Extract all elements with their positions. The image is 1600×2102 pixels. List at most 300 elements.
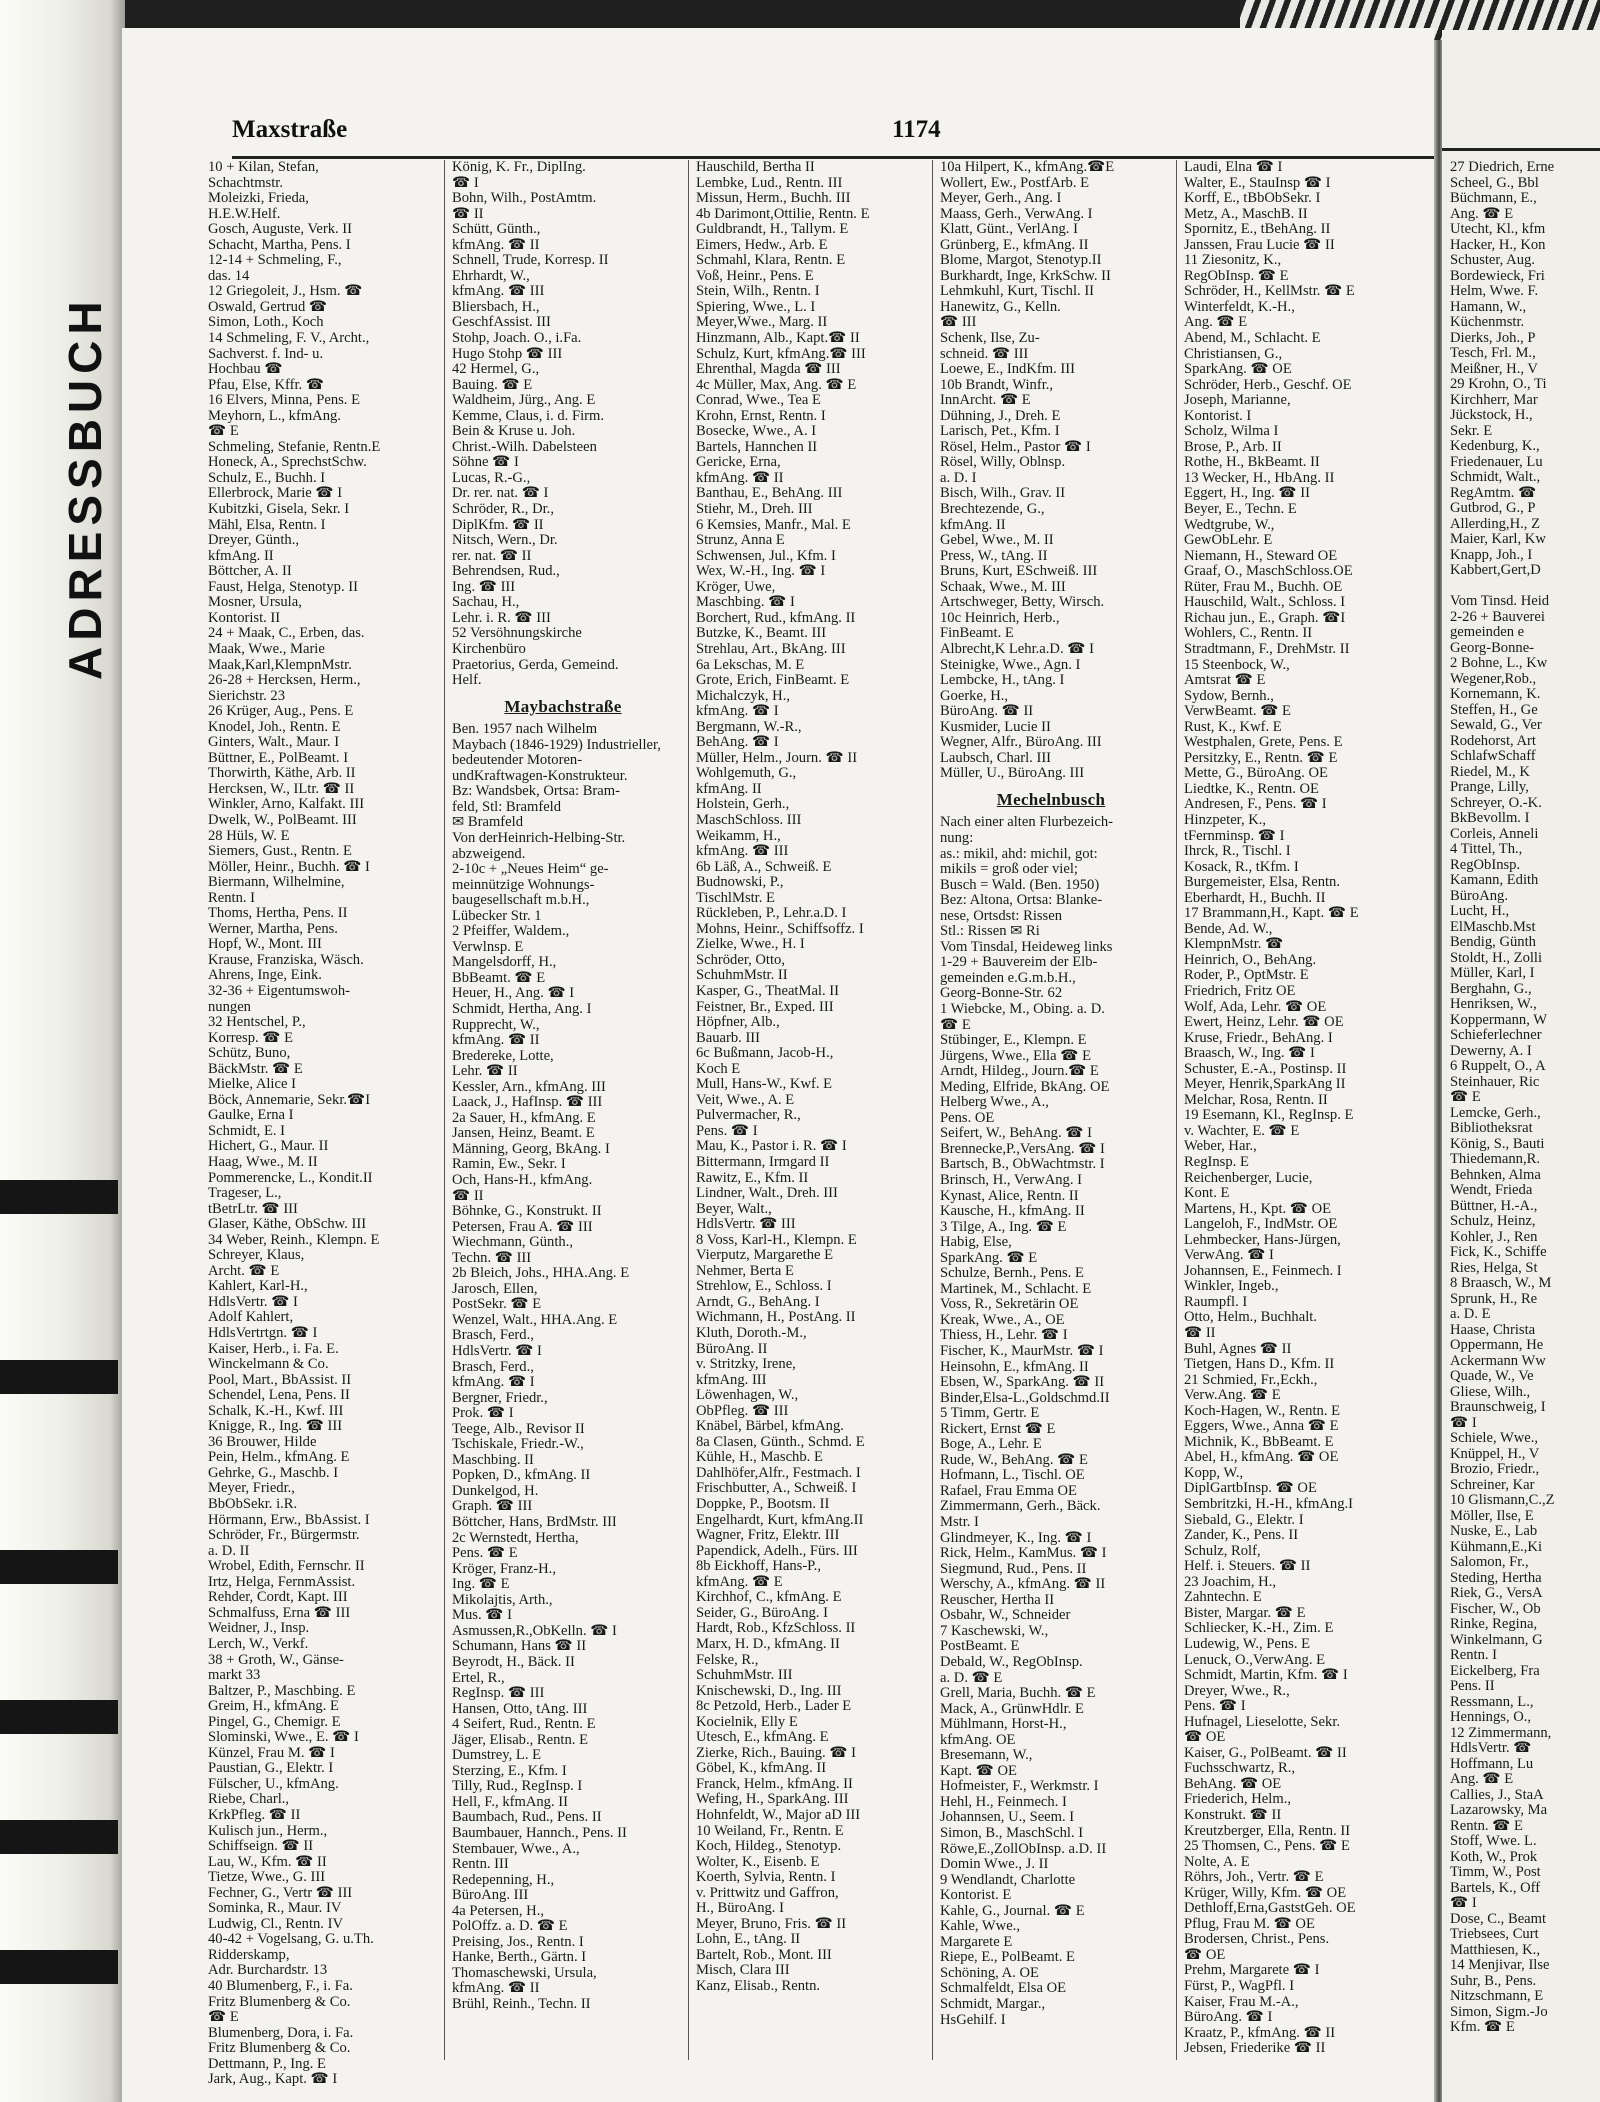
directory-entry-line: Kulisch jun., Herm., <box>208 1822 328 1839</box>
directory-entry-line: tFernminsp. ☎ I <box>1184 827 1285 844</box>
right-page-entry-line: Kamann, Edith <box>1450 872 1539 888</box>
directory-entry-line: Hell, F., kfmAng. II <box>452 1793 568 1810</box>
directory-entry-line: Weber, Har., <box>1184 1138 1257 1155</box>
directory-entry-line: Klatt, Günt., VerlAng. I <box>940 221 1078 238</box>
directory-entry-line: Eimers, Hedw., Arb. E <box>696 236 828 253</box>
directory-column-4 <box>940 160 1162 2075</box>
spine-band <box>0 1180 118 1214</box>
directory-entry-line: Meyer, Friedr., <box>208 1480 295 1497</box>
right-page-entry-line: Koth, W., Prok <box>1450 1848 1538 1865</box>
directory-entry-line: Simon, Loth., Koch <box>208 314 324 331</box>
right-page-entry-line: Riedel, M., K <box>1450 763 1530 780</box>
directory-entry-line: Schacht, Martha, Pens. I <box>208 236 351 253</box>
directory-entry-line: Veit, Wwe., A. E <box>696 1091 795 1108</box>
directory-entry-line: 2 Pfeiffer, Waldem., <box>452 923 570 940</box>
directory-entry-line: Schulz, Kurt, kfmAng.☎ III <box>696 345 866 362</box>
directory-entry-line: Müller, Helm., Journ. ☎ II <box>696 749 858 766</box>
directory-entry-line: Eggers, Wwe., Anna ☎ E <box>1184 1418 1339 1435</box>
directory-entry-line: Nolte, A. E <box>1184 1853 1250 1870</box>
directory-entry-line: Kubitzki, Gisela, Sekr. I <box>208 501 350 518</box>
directory-entry-line: a. D. II <box>208 1542 250 1559</box>
directory-entry-line: 23 Joachim, H., <box>1184 1573 1277 1590</box>
directory-entry-line: Mus. ☎ I <box>452 1607 512 1624</box>
directory-entry-line: Korresp. ☎ E <box>208 1029 294 1046</box>
directory-entry-line: Schliecker, K.-H., Zim. E <box>1184 1620 1334 1637</box>
directory-entry-line: 10c Heinrich, Herb., <box>940 609 1060 626</box>
right-page-entry-line: BüroAng. <box>1450 887 1508 904</box>
directory-entry-line: Schmalfeldt, Elsa OE <box>940 1980 1067 1997</box>
directory-entry-line: 6 Kemsies, Manfr., Mal. E <box>696 516 851 533</box>
directory-entry-line: Laudi, Elna ☎ I <box>1184 159 1283 175</box>
right-page-entry-line: Dewerny, A. I <box>1450 1042 1532 1059</box>
right-page-entry-line: Müller, Karl, I <box>1450 965 1535 981</box>
right-page-entry-line: Knapp, Joh., I <box>1450 546 1533 563</box>
directory-entry-line: Felske, R., <box>696 1651 759 1668</box>
directory-entry-line: 19 Esemann, Kl., RegInsp. E <box>1184 1107 1354 1124</box>
directory-entry-line: Von derHeinrich-Helbing-Str. <box>452 829 626 846</box>
directory-entry-line: BüroAng. III <box>452 1887 529 1904</box>
directory-entry-line: Hugo Stohp ☎ III <box>452 345 563 362</box>
directory-entry-line: kfmAng. III <box>696 1371 767 1388</box>
directory-entry-line: 24 + Maak, C., Erben, das. <box>208 625 365 642</box>
directory-entry-line: Kontorist. E <box>940 1887 1012 1904</box>
directory-entry-line: KlempnMstr. ☎ <box>1184 936 1284 953</box>
directory-entry-line: Papendick, Adelh., Fürs. III <box>696 1542 858 1559</box>
directory-entry-line: Otto, Helm., Buchhalt. <box>1184 1309 1317 1326</box>
directory-entry-line: Böck, Annemarie, Sekr.☎I <box>208 1091 371 1108</box>
directory-entry-line: Mikolajtis, Arth., <box>452 1591 553 1608</box>
directory-entry-line: Kluth, Doroth.-M., <box>696 1325 807 1342</box>
directory-entry-line: Brinsch, H., VerwAng. I <box>940 1172 1083 1188</box>
directory-entry-line: Göbel, K., kfmAng. II <box>696 1760 827 1777</box>
directory-entry-line: Tietgen, Hans D., Kfm. II <box>1184 1356 1335 1373</box>
directory-entry-line: Doppke, P., Bootsm. II <box>696 1496 830 1513</box>
directory-entry-line: Fechner, G., Vertr ☎ III <box>208 1884 353 1901</box>
directory-entry-line: Kanz, Elisab., Rentn. <box>696 1977 821 1994</box>
directory-entry-line: Hardt, Rob., KfzSchloss. II <box>696 1620 856 1637</box>
directory-entry-line: nungen <box>208 998 251 1015</box>
directory-entry-line: 3 Tilge, A., Ing. ☎ E <box>940 1218 1067 1235</box>
directory-entry-line: 2-10c + „Neues Heim“ ge- <box>452 861 609 878</box>
directory-entry-line: ☎ E <box>940 1016 971 1033</box>
directory-entry-line: kfmAng. ☎ II <box>696 469 784 486</box>
directory-entry-line: Spiering, Wwe., L. I <box>696 298 816 315</box>
directory-entry-line: Brodersen, Christ., Pens. <box>1184 1931 1330 1948</box>
directory-entry-line: Rüter, Frau M., Buchh. OE <box>1184 578 1343 595</box>
directory-entry-line: Wohlers, C., Rentn. II <box>1184 625 1313 642</box>
directory-entry-line: Kreutzberger, Ella, Rentn. II <box>1184 1822 1351 1839</box>
directory-entry-line: Marx, H. D., kfmAng. II <box>696 1635 840 1652</box>
directory-entry-line: SparkAng. ☎ E <box>940 1249 1038 1266</box>
directory-entry-line: Sachverst. f. Ind- u. <box>208 345 324 362</box>
right-page-entry-line: Hennings, O., <box>1450 1709 1532 1725</box>
directory-entry-line: Artschweger, Betty, Wirsch. <box>940 594 1105 611</box>
directory-entry-line: RegInsp. ☎ III <box>452 1685 545 1702</box>
directory-entry-line: Reuscher, Hertha II <box>940 1591 1055 1608</box>
directory-entry-line: Verwlnsp. E <box>452 938 524 955</box>
directory-entry-line: Burgemeister, Elsa, Rentn. <box>1184 874 1340 891</box>
directory-entry-line: Mühlmann, Horst-H., <box>940 1716 1067 1733</box>
directory-entry-line: Koerth, Sylvia, Rentn. I <box>696 1869 836 1886</box>
directory-entry-line: Stl.: Rissen ✉ Ri <box>940 923 1040 940</box>
directory-entry-line: Schröder, R., Dr., <box>452 501 554 518</box>
directory-entry-line: bedeutender Motoren- <box>452 752 583 769</box>
right-page-entry-line: Sewald, G., Ver <box>1450 717 1542 733</box>
directory-entry-line: Laubsch, Charl. III <box>940 749 1052 766</box>
directory-entry-line: Böhnke, G., Konstrukt. II <box>452 1203 602 1220</box>
directory-entry-line: Bauing. ☎ E <box>452 376 533 393</box>
directory-entry-line: Metz, A., MaschB. II <box>1184 205 1308 222</box>
directory-entry-line: Lübecker Str. 1 <box>452 907 542 924</box>
directory-entry-line: Stohp, Joach. O., i.Fa. <box>452 330 582 347</box>
directory-entry-line: Hauschild, Walt., Schloss. I <box>1184 594 1346 611</box>
right-page-entry-line: Behnken, Alma <box>1450 1166 1541 1183</box>
directory-entry-line: Röwe,E.,ZollObInsp. a.D. II <box>940 1840 1107 1857</box>
right-page-entry-line: Oppermann, He <box>1450 1337 1544 1353</box>
right-page-entry-line: Lucht, H., <box>1450 903 1510 919</box>
directory-entry-line: Bliersbach, H., <box>452 298 540 315</box>
right-page-entry-line: 2-26 + Bauverei <box>1450 608 1545 625</box>
right-page-entry-line: 2 Bohne, L., Kw <box>1450 655 1548 671</box>
directory-entry-line: Prehm, Margarete ☎ I <box>1184 1962 1320 1979</box>
street-section-heading: Mechelnbusch <box>996 789 1106 809</box>
directory-entry-line: Rösel, Willy, Oblnsp. <box>940 454 1066 471</box>
directory-entry-line: Rupprecht, W., <box>452 1016 540 1033</box>
directory-entry-line: Bz: Wandsbek, Ortsa: Bram- <box>452 783 620 800</box>
right-page-entry-line: Corleis, Anneli <box>1450 825 1539 842</box>
directory-entry-line: BehAng. ☎ OE <box>1184 1775 1282 1792</box>
right-page-entry-line: Nitzschmann, E <box>1450 1988 1544 2004</box>
directory-entry-line: Seider, G., BüroAng. I <box>696 1604 828 1621</box>
directory-entry-line: Stiehr, M., Dreh. III <box>696 501 813 518</box>
directory-entry-line: Ludwig, Cl., Rentn. IV <box>208 1915 343 1932</box>
directory-entry-line: as.: mikil, ahd: michil, got: <box>940 845 1098 862</box>
directory-entry-line: Helf. i. Steuers. ☎ II <box>1184 1558 1311 1575</box>
directory-entry-line: Ebsen, W., SparkAng. ☎ II <box>940 1374 1105 1391</box>
directory-entry-line: InnArcht. ☎ E <box>940 392 1031 409</box>
directory-entry-line: Müller, U., BüroAng. III <box>940 765 1085 782</box>
right-page-entry-line: Rentn. I <box>1450 1647 1498 1663</box>
directory-entry-line: PostSekr. ☎ E <box>452 1296 542 1313</box>
directory-entry-line: 28 Hüls, W. E <box>208 827 290 844</box>
directory-entry-line: Blumenberg, Dora, i. Fa. <box>208 2024 354 2041</box>
directory-entry-line: Hanewitz, G., Kelln. <box>940 298 1061 315</box>
directory-entry-line: Wrobel, Edith, Fernschr. II <box>208 1558 365 1575</box>
directory-entry-line: 2c Wernstedt, Hertha, <box>452 1529 579 1546</box>
directory-entry-line: Riebe, Charl., <box>208 1791 290 1808</box>
right-page-entry-line: Kornemann, K. <box>1450 686 1541 702</box>
directory-entry-line: Janssen, Frau Lucie ☎ II <box>1184 236 1335 253</box>
directory-entry-line: Böttcher, A. II <box>208 563 292 580</box>
directory-entry-line: Zierke, Rich., Bauing. ☎ I <box>696 1744 857 1761</box>
directory-entry-line: Kahle, Wwe., <box>940 1918 1020 1935</box>
right-page-entry-line: HdlsVertr. ☎ <box>1450 1740 1532 1756</box>
directory-entry-line: Schendel, Lena, Pens. II <box>208 1387 350 1404</box>
directory-entry-line: Prok. ☎ I <box>452 1405 514 1422</box>
directory-entry-line: Bergmann, W.-R., <box>696 718 802 735</box>
directory-entry-line: Konstrukt. ☎ II <box>1184 1806 1282 1823</box>
directory-entry-line: Lehmbecker, Hans-Jürgen, <box>1184 1231 1341 1248</box>
directory-entry-line: 10 Weiland, Fr., Rentn. E <box>696 1822 844 1839</box>
directory-entry-line: König, K. Fr., DiplIng. <box>452 159 586 175</box>
directory-entry-line: ✉ Bramfeld <box>452 814 523 831</box>
directory-entry-line: Binder,Elsa-L.,Goldschmd.II <box>940 1389 1110 1406</box>
directory-entry-line: 34 Weber, Reinh., Klempn. E <box>208 1231 380 1248</box>
directory-entry-line: Banthau, E., BehAng. III <box>696 485 843 502</box>
directory-entry-line: Pfau, Else, Kffr. ☎ <box>208 376 324 393</box>
directory-entry-line: Kühle, H., Maschb. E <box>696 1449 823 1466</box>
directory-entry-line: Hichert, G., Maur. II <box>208 1138 329 1155</box>
right-page-fragment <box>1442 30 1600 2102</box>
directory-entry-line: Zander, K., Pens. II <box>1184 1527 1299 1544</box>
directory-entry-line: Hochbau ☎ <box>208 361 283 378</box>
directory-entry-line: Mstr. I <box>940 1514 979 1531</box>
directory-entry-line: 32 Hentschel, P., <box>208 1014 306 1031</box>
directory-entry-line: Baumbauer, Hannch., Pens. II <box>452 1824 627 1841</box>
directory-entry-line: Michalczyk, H., <box>696 687 791 704</box>
directory-entry-line: Mielke, Alice I <box>208 1076 296 1093</box>
right-page-entry-line: Kohler, J., Ren <box>1450 1228 1538 1245</box>
directory-entry-line: Siebald, G., Elektr. I <box>1184 1511 1304 1528</box>
directory-entry-line: Praetorius, Gerda, Gemeind. <box>452 656 619 673</box>
directory-entry-line: Meding, Elfride, BkAng. OE <box>940 1078 1110 1095</box>
directory-entry-line: Misch, Clara III <box>696 1962 790 1979</box>
right-page-entry-line: Haase, Christa <box>1450 1321 1536 1338</box>
directory-entry-line: Zielke, Wwe., H. I <box>696 936 805 953</box>
directory-entry-line: Johannsen, E., Feinmech. I <box>1184 1262 1342 1279</box>
directory-entry-line: Braasch, W., Ing. ☎ I <box>1184 1045 1315 1062</box>
right-page-entry-line: Hamann, W., <box>1450 298 1527 315</box>
directory-entry-line: ☎ OE <box>1184 1946 1226 1963</box>
directory-entry-line: Bartsch, B., ObWachtmstr. I <box>940 1156 1105 1173</box>
right-page-entry-line: Steinhauer, Ric <box>1450 1073 1540 1090</box>
directory-entry-line: ☎ E <box>208 423 239 440</box>
directory-entry-line: Gehrke, G., Maschb. I <box>208 1464 339 1481</box>
right-page-entry-line: Triebsees, Curt <box>1450 1926 1539 1942</box>
directory-entry-line: Bresemann, W., <box>940 1747 1033 1764</box>
spine-title: ADRESSBUCH <box>59 295 111 680</box>
directory-entry-line: a. D. ☎ E <box>940 1669 1003 1686</box>
directory-entry-line: Mangelsdorff, H., <box>452 954 557 971</box>
directory-entry-line: Winterfeldt, K.-H., <box>1184 298 1295 315</box>
directory-entry-line: Schnell, Trude, Korresp. II <box>452 252 609 269</box>
right-page-entry-line: Berghahn, G., <box>1450 980 1532 997</box>
directory-entry-line: Dühning, J., Dreh. E <box>940 407 1061 424</box>
directory-entry-line: Baumbach, Rud., Pens. II <box>452 1809 602 1826</box>
directory-entry-line: Maak,Karl,KlempnMstr. <box>208 656 352 673</box>
directory-entry-line: HdlsVertr. ☎ I <box>452 1343 542 1360</box>
directory-entry-line: Siemers, Gust., Rentn. E <box>208 843 352 860</box>
directory-entry-line: Mack, A., GrünwHdlr. E <box>940 1700 1084 1717</box>
directory-entry-line: Stembauer, Wwe., A., <box>452 1840 580 1857</box>
directory-entry-line: Schuster, E.-A., Postinsp. II <box>1184 1060 1347 1077</box>
right-page-entry-line: Steffen, H., Ge <box>1450 701 1538 718</box>
right-page-entry-line: Braunschweig, I <box>1450 1399 1546 1415</box>
directory-entry-line: Beyer, E., Techn. E <box>1184 501 1297 518</box>
directory-entry-line: Brechtezende, G., <box>940 501 1045 518</box>
directory-entry-line: Debald, W., RegObInsp. <box>940 1653 1083 1670</box>
directory-entry-line: Waldheim, Jürg., Ang. E <box>452 392 596 409</box>
directory-entry-line: Ertel, R., <box>452 1669 505 1686</box>
directory-entry-line: Knäbel, Bärbel, kfmAng. <box>696 1418 844 1435</box>
directory-entry-line: Blome, Margot, Stenotyp.II <box>940 252 1102 269</box>
directory-entry-line: Maybach (1846-1929) Industrieller, <box>452 736 661 753</box>
directory-entry-line: 26-28 + Hercksen, Herm., <box>208 672 361 689</box>
directory-entry-line: 1 Wiebcke, M., Obing. a. D. <box>940 1000 1105 1017</box>
directory-entry-line: 13 Wecker, H., HbAng. II <box>1184 469 1335 486</box>
directory-entry-line: RegObInsp. ☎ E <box>1184 267 1289 284</box>
right-page-entry-line: Vom Tinsd. Heid <box>1450 593 1550 609</box>
directory-entry-line: Verw.Ang. ☎ E <box>1184 1387 1281 1404</box>
directory-entry-line: Hanke, Berth., Gärtn. I <box>452 1949 587 1966</box>
directory-entry-line: Schreyer, Klaus, <box>208 1247 305 1264</box>
right-page-entry-line: Schiele, Wwe., <box>1450 1430 1539 1446</box>
directory-entry-line: KrkPfleg. ☎ II <box>208 1806 301 1823</box>
directory-entry-line: Lindner, Walt., Dreh. III <box>696 1185 838 1202</box>
directory-entry-line: Fritz Blumenberg & Co. <box>208 1993 351 2010</box>
directory-entry-line: Winckelmann & Co. <box>208 1356 329 1373</box>
directory-entry-line: Bisch, Wilh., Grav. II <box>940 485 1066 502</box>
directory-entry-line: Wedtgrube, W., <box>1184 516 1275 533</box>
directory-entry-line: 4c Müller, Max, Ang. ☎ E <box>696 376 857 393</box>
directory-entry-line: undKraftwagen-Konstrukteur. <box>452 767 628 784</box>
directory-entry-line: Vom Tinsdal, Heideweg links <box>940 938 1113 955</box>
page-header <box>232 110 1532 159</box>
directory-entry-line: kfmAng. ☎ I <box>452 1374 535 1391</box>
right-page-entry-line: Kabbert,Gert,D <box>1450 562 1541 578</box>
directory-entry-line: Mosner, Ursula, <box>208 594 302 611</box>
directory-entry-line: Winkler, Ingeb., <box>1184 1278 1279 1295</box>
directory-entry-line: Wollert, Ew., PostfArb. E <box>940 174 1090 191</box>
directory-entry-line: Schütt, Günth., <box>452 221 541 238</box>
directory-entry-line: Kirchenbüro <box>452 640 526 657</box>
spine-band <box>0 1360 118 1394</box>
directory-entry-line: SchuhmMstr. III <box>696 1667 793 1684</box>
directory-entry-line: Kessler, Arn., kfmAng. III <box>452 1078 606 1095</box>
directory-entry-line: Steinigke, Wwe., Agn. I <box>940 656 1081 673</box>
directory-entry-line: abzweigend. <box>452 845 526 862</box>
directory-entry-line: Schmahl, Klara, Rentn. E <box>696 252 846 269</box>
directory-entry-line: Gebel, Wwe., M. II <box>940 532 1054 549</box>
directory-entry-line: Laack, J., HafInsp. ☎ III <box>452 1094 603 1111</box>
directory-entry-line: 1-29 + Bauvereim der Elb- <box>940 954 1098 971</box>
directory-entry-line: Vierputz, Margarethe E <box>696 1247 834 1264</box>
directory-entry-line: Gosch, Auguste, Verk. II <box>208 221 353 238</box>
directory-entry-line: Asmussen,R.,ObKelln. ☎ I <box>452 1622 617 1639</box>
directory-entry-line: DiplGartbInsp. ☎ OE <box>1184 1480 1317 1497</box>
directory-entry-line: Michnik, K., BbBeamt. E <box>1184 1433 1334 1450</box>
right-page-entry-line: Rentn. ☎ E <box>1450 1817 1523 1834</box>
directory-entry-line: Werschy, A., kfmAng. ☎ II <box>940 1576 1106 1593</box>
directory-entry-line: 6c Bußmann, Jacob-H., <box>696 1045 834 1062</box>
directory-entry-line: Brasch, Ferd., <box>452 1358 534 1375</box>
right-page-entry-line: Jückstock, H., <box>1450 407 1533 423</box>
directory-entry-line: Biermann, Wilhelmine, <box>208 874 345 891</box>
right-page-entry-line: 27 Diedrich, Erne <box>1450 159 1555 175</box>
directory-entry-line: Fürst, P., WagPfl. I <box>1184 1977 1295 1994</box>
directory-entry-line: Kaiser, Herb., i. Fa. E. <box>208 1340 339 1357</box>
directory-entry-line: Albrecht,K Lehr.a.D. ☎ I <box>940 640 1094 657</box>
directory-entry-line: Mohns, Heinr., Schiffsoffz. I <box>696 920 864 937</box>
directory-entry-line: Engelhardt, Kurt, kfmAng.II <box>696 1511 864 1528</box>
directory-entry-line: Schröder, Otto, <box>696 951 785 968</box>
right-page-entry-line: a. D. E <box>1450 1306 1491 1322</box>
directory-entry-line: nese, Ortsdst: Rissen <box>940 907 1063 924</box>
directory-entry-line: Mähl, Elsa, Rentn. I <box>208 516 326 533</box>
right-page-entry-line: Schieferlechner <box>1450 1027 1542 1043</box>
directory-entry-line: Bartels, Hannchen II <box>696 438 818 455</box>
directory-entry-line: PostBeamt. E <box>940 1638 1020 1655</box>
directory-entry-line: Beyer, Walt., <box>696 1200 772 1217</box>
right-page-entry-line: Schreyer, O.-K. <box>1450 794 1542 811</box>
directory-entry-line: HdlsVertr. ☎ III <box>696 1216 796 1233</box>
right-page-entry-line: Quade, W., Ve <box>1450 1368 1534 1384</box>
directory-entry-line: Missun, Herm., Buchh. III <box>696 190 851 207</box>
directory-entry-line: Sachau, H., <box>452 594 520 611</box>
right-page-entry-line: Utecht, Kl., kfm <box>1450 221 1546 237</box>
directory-entry-line: Heuer, H., Ang. ☎ I <box>452 985 575 1002</box>
directory-entry-line: Maschbing. ☎ I <box>696 594 795 611</box>
spine-band <box>0 1700 118 1734</box>
directory-entry-line: Lehr. ☎ II <box>452 1063 518 1080</box>
right-page-entry-line: Schmidt, Walt., <box>1450 469 1541 485</box>
directory-entry-line: 8a Clasen, Günth., Schmd. E <box>696 1433 865 1450</box>
directory-entry-line: Arndt, G., BehAng. I <box>696 1293 820 1310</box>
right-page-entry-line: RegAmtm. ☎ <box>1450 484 1537 501</box>
right-page-entry-line: Rinke, Regina, <box>1450 1616 1538 1632</box>
directory-entry-line: Moleizki, Frieda, <box>208 190 309 207</box>
right-page-entry-line: Kfm. ☎ E <box>1450 2019 1515 2035</box>
directory-entry-line: Ludewig, W., Pens. E <box>1184 1635 1311 1652</box>
directory-entry-line: 16 Elvers, Minna, Pens. E <box>208 392 361 409</box>
right-page-entry-line: Gutbrod, G., P <box>1450 500 1536 516</box>
directory-entry-line: Bister, Margar. ☎ E <box>1184 1604 1306 1621</box>
directory-entry-line: Haag, Wwe., M. II <box>208 1154 318 1170</box>
directory-entry-line: Mull, Hans-W., Kwf. E <box>696 1076 833 1093</box>
directory-entry-line: kfmAng. OE <box>940 1731 1016 1748</box>
directory-entry-line: Rude, W., BehAng. ☎ E <box>940 1451 1088 1468</box>
right-page-entry-line: ☎ I <box>1450 1895 1477 1911</box>
right-page-entry-line: Salomon, Fr., <box>1450 1554 1529 1570</box>
directory-entry-line: 42 Hermel, G., <box>452 361 540 378</box>
right-page-entry-line: Thiedemann,R. <box>1450 1151 1540 1167</box>
directory-entry-line: Behrendsen, Rud., <box>452 563 560 580</box>
right-page-entry-line: Hoffmann, Lu <box>1450 1755 1534 1772</box>
directory-entry-line: Zimmermann, Gerh., Bäck. <box>940 1498 1101 1515</box>
directory-entry-line: kfmAng. ☎ III <box>696 843 789 860</box>
directory-entry-line: Martinek, M., Schlacht. E <box>940 1280 1092 1297</box>
directory-entry-line: Pens. ☎ I <box>1184 1698 1246 1715</box>
directory-entry-line: 6b Läß, A., Schweiß. E <box>696 858 832 875</box>
directory-entry-line: 25 Thomsen, C., Pens. ☎ E <box>1184 1838 1350 1855</box>
directory-entry-line: Pingel, G., Chemigr. E <box>208 1713 341 1730</box>
right-page-entry-line: Kirchherr, Mar <box>1450 391 1538 408</box>
directory-entry-line: BbBeamt. ☎ E <box>452 969 546 986</box>
directory-entry-line: Tilly, Rud., RegInsp. I <box>452 1778 583 1795</box>
right-page-entry-line: 29 Krohn, O., Ti <box>1450 376 1547 392</box>
directory-entry-line: Eggert, H., Ing. ☎ II <box>1184 485 1310 502</box>
directory-entry-line: Männing, Georg, BkAng. I <box>452 1140 610 1157</box>
directory-entry-line: Teege, Alb., Revisor II <box>452 1420 585 1437</box>
directory-entry-line: 2b Bleich, Johs., HHA.Ang. E <box>452 1265 630 1282</box>
right-page-entry-line: Brozio, Friedr., <box>1450 1461 1540 1477</box>
directory-entry-line: Friederich, Helm., <box>1184 1791 1291 1808</box>
directory-entry-line: Schmidt, Martin, Kfm. ☎ I <box>1184 1667 1348 1684</box>
directory-entry-line: Brose, P., Arb. II <box>1184 438 1282 455</box>
directory-entry-line: Hufnagel, Lieselotte, Sekr. <box>1184 1713 1341 1730</box>
right-page-entry-line: Eickelberg, Fra <box>1450 1662 1540 1679</box>
right-page-entry-line: Küchenmstr. <box>1450 314 1525 330</box>
